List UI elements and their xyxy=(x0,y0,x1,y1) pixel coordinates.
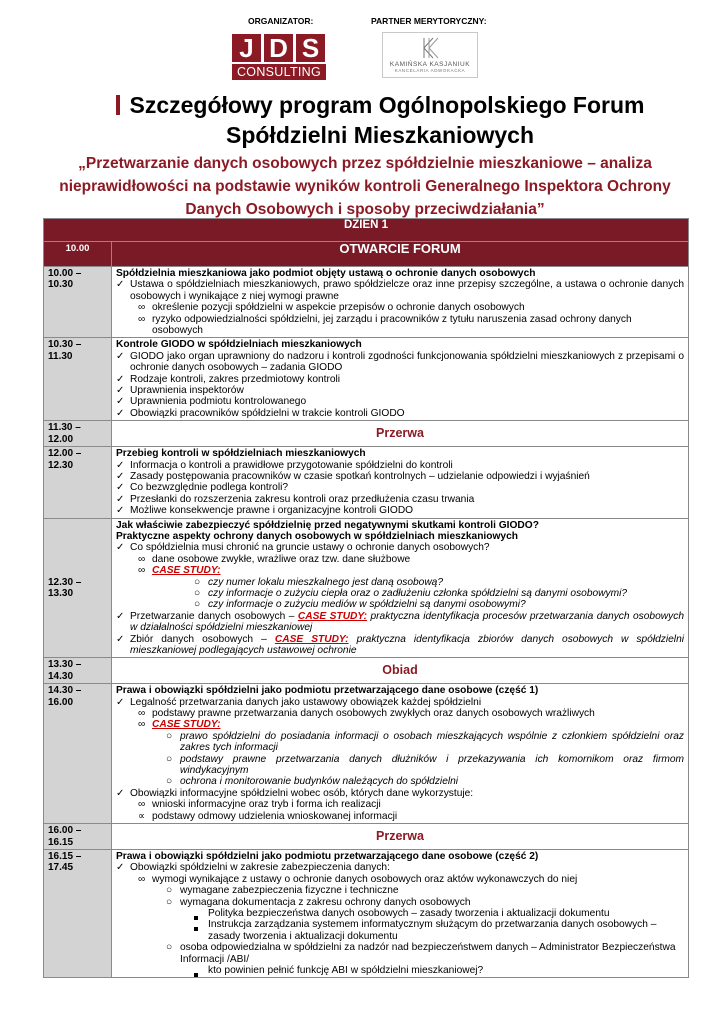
list-item xyxy=(116,599,684,610)
session-content xyxy=(112,849,689,977)
item-text: Obowiązki pracowników spółdzielni w trakcie kontroli GIODO xyxy=(130,407,405,419)
item-text: czy numer lokalu mieszkalnego jest daną osobową? xyxy=(208,576,444,588)
break-row xyxy=(44,421,689,447)
jds-letter-j: J xyxy=(232,34,261,62)
square-bullet-icon xyxy=(194,969,198,980)
session-heading: Prawa i obowiązki spółdzielni jako podmiotu przetwarzającego dane osobowe (część 2) xyxy=(116,850,539,862)
check-icon: ✓ xyxy=(116,407,125,419)
opening-time: 10.00 xyxy=(44,242,112,267)
list-item xyxy=(116,565,684,576)
check-icon: ✓ xyxy=(116,505,125,517)
session-content xyxy=(112,267,689,338)
jds-letter-s: S xyxy=(296,34,325,62)
list-item xyxy=(116,351,684,374)
list-item xyxy=(116,942,684,965)
item-text: czy informacje o zużyciu mediów w spółdzielni są danymi osobowymi? xyxy=(208,599,526,611)
check-icon: ✓ xyxy=(116,862,125,874)
check-icon: ✓ xyxy=(116,633,125,645)
item-text: podstawy prawne przetwarzania danych osobowych zwykłych oraz danych osobowych wrażliwych xyxy=(152,708,595,720)
session-time: 10.00 – 10.30 xyxy=(44,267,112,338)
check-icon: ✓ xyxy=(116,396,125,408)
item-text: Informacja o kontroli a prawidłowe przygotowanie spółdzielni do kontroli xyxy=(130,459,453,471)
list-item xyxy=(116,719,684,730)
break-label: Przerwa xyxy=(112,824,689,850)
session-heading: Prawa i obowiązki spółdzielni jako podmiotu przetwarzającego dane osobowe (część 1) xyxy=(116,685,539,697)
item-text: wymagana dokumentacja z zakresu ochrony danych osobowych xyxy=(180,896,471,908)
day-label: DZIEŃ 1 xyxy=(44,219,689,242)
infinity-bullet-icon: ∞ xyxy=(138,708,146,720)
check-icon: ✓ xyxy=(116,787,125,799)
list-item xyxy=(116,482,684,493)
session-row xyxy=(44,267,689,338)
session-time: 12.00 – 12.30 xyxy=(44,447,112,518)
list-item xyxy=(116,862,684,873)
kaminska-kasjaniuk-logo xyxy=(382,32,478,78)
item-text: podstawy odmowy udzielenia wnioskowanej informacji xyxy=(152,810,398,822)
infinity-bullet-icon: ∞ xyxy=(138,873,146,885)
item-text: Uprawnienia podmiotu kontrolowanego xyxy=(130,396,307,408)
kk-monogram-icon xyxy=(415,36,445,60)
item-text: ochrona i monitorowanie budynków należących do spółdzielni xyxy=(180,776,459,788)
list-item xyxy=(116,908,684,919)
infinity-bullet-icon: ∞ xyxy=(138,553,146,565)
break-row xyxy=(44,658,689,684)
program-table xyxy=(43,218,689,978)
list-item xyxy=(116,634,684,657)
session-content xyxy=(112,518,689,658)
session-row xyxy=(44,447,689,518)
list-item xyxy=(116,897,684,908)
item-text: Zasady postępowania pracowników w czasie spotkań kontrolnych – udzielanie odpowiedzi i wyjaśnień xyxy=(130,470,590,482)
check-icon: ✓ xyxy=(116,696,125,708)
item-text: Obowiązki spółdzielni w zakresie zabezpieczenia danych: xyxy=(130,862,390,874)
item-text: praktyczna identyfikacja zbiorów danych osobowych w spółdzielni mieszkaniowej podlegających ustawowej ochronie xyxy=(130,633,684,656)
item-text: Ustawa o spółdzielniach mieszkaniowych, prawo spółdzielcze oraz inne przepisy szczególne, a ustawa o ochronie danych osobowych i wynikające z niej wymogi prawne xyxy=(130,279,684,302)
infinity-bullet-icon: ∞ xyxy=(138,799,146,811)
circle-bullet-icon: ○ xyxy=(194,587,201,599)
session-heading: Przebieg kontroli w spółdzielniach mieszkaniowych xyxy=(116,448,366,460)
organizer-label: ORGANIZATOR: xyxy=(248,16,314,26)
list-item xyxy=(116,776,684,787)
check-icon: ✓ xyxy=(116,493,125,505)
check-icon: ✓ xyxy=(116,542,125,554)
item-text: Uprawnienia inspektorów xyxy=(130,385,244,397)
list-item xyxy=(116,471,684,482)
break-time: 11.30 – 12.00 xyxy=(44,421,112,447)
circle-bullet-icon: ○ xyxy=(166,942,173,954)
check-icon: ✓ xyxy=(116,373,125,385)
check-icon: ✓ xyxy=(116,470,125,482)
case-study-label: CASE STUDY: xyxy=(152,565,221,577)
item-text: kto powinien pełnić funkcję ABI w spółdzielni mieszkaniowej? xyxy=(208,964,484,976)
item-text: osoba odpowiedzialna w spółdzielni za nadzór nad bezpieczeństwem danych – Administrator Bezpieczeństwa Informacji /ABI/ xyxy=(180,942,676,965)
item-text: GIODO jako organ uprawniony do nadzoru i kontroli zgodności funkcjonowania spółdzielni mieszkaniowych z przepisami o ochronie danych osobowych – zadania GIODO xyxy=(130,350,684,374)
title-line-2: Spółdzielni Mieszkaniowych xyxy=(225,122,534,148)
list-item xyxy=(116,919,684,942)
check-icon: ✓ xyxy=(116,482,125,494)
list-item xyxy=(116,408,684,419)
partner-label: PARTNER MERYTORYCZNY: xyxy=(371,16,487,26)
item-text: Legalność przetwarzania danych jako ustawowy obowiązek każdej spółdzielni xyxy=(130,696,482,708)
jds-consulting-text: CONSULTING xyxy=(232,64,326,80)
title-line-1: Szczegółowy program Ogólnopolskiego Forum xyxy=(129,92,645,118)
infinity-bullet-icon: ∞ xyxy=(138,302,146,314)
item-text: wnioski informacyjne oraz tryb i forma ich realizacji xyxy=(152,799,381,811)
list-item xyxy=(116,611,684,634)
list-item xyxy=(116,799,684,810)
session-time: 16.15 – 17.45 xyxy=(44,849,112,977)
list-item xyxy=(116,754,684,777)
item-text: Co bezwzględnie podlega kontroli? xyxy=(130,482,289,494)
jds-consulting-logo xyxy=(232,34,326,80)
list-item xyxy=(116,314,684,337)
session-time: 10.30 – 11.30 xyxy=(44,338,112,421)
check-icon: ✓ xyxy=(116,385,125,397)
session-time: 12.30 – 13.30 xyxy=(44,518,112,658)
item-text: podstawy prawne przetwarzania danych dłużników i przekazywania ich komornikom oraz firmom windykacyjnym xyxy=(180,753,684,777)
list-item xyxy=(116,697,684,708)
item-text: Przesłanki do rozszerzenia zakresu kontroli oraz przedłużenia czasu trwania xyxy=(130,493,475,505)
list-item xyxy=(116,542,684,553)
list-item xyxy=(116,788,684,799)
session-content xyxy=(112,684,689,824)
subtitle: „Przetwarzanie danych osobowych przez spółdzielnie mieszkaniowe – analiza nieprawidłowości na podstawie wyników kontroli Generalnego Inspektora Ochrony Danych Osobowych i sposoby przeciwdziałania” xyxy=(59,155,671,218)
session-heading: Spółdzielnia mieszkaniowa jako podmiot objęty ustawą o ochronie danych osobowych xyxy=(116,268,536,279)
list-item xyxy=(116,396,684,407)
list-item xyxy=(116,505,684,516)
check-icon: ✓ xyxy=(116,279,125,291)
item-text: Instrukcja zarządzania systemem informatycznym służącym do przetwarzania danych osobowych – zasady tworzenia i aktualizacji dokumentu xyxy=(208,919,657,942)
check-icon: ✓ xyxy=(116,350,125,362)
item-text: wymagane zabezpieczenia fizyczne i techniczne xyxy=(180,885,399,897)
check-icon: ✓ xyxy=(116,610,125,622)
item-text: prawo spółdzielni do posiadania informacji o osobach mieszkających wspólnie z członkiem spółdzielni oraz zakres tych informacji xyxy=(180,730,684,754)
case-study-label: CASE STUDY: xyxy=(274,633,349,645)
kk-sub: KANCELARIA ADWOKACKA xyxy=(394,68,466,73)
item-text: Obowiązki informacyjne spółdzielni wobec osób, których dane wykorzystuje: xyxy=(130,787,474,799)
circle-bullet-icon: ○ xyxy=(166,730,173,742)
session-heading: Kontrole GIODO w spółdzielniach mieszkaniowych xyxy=(116,339,362,351)
item-text: określenie pozycji spółdzielni w aspekcie przepisów o ochronie danych osobowych xyxy=(152,302,525,314)
opening-label: OTWARCIE FORUM xyxy=(112,242,689,267)
list-item xyxy=(116,885,684,896)
list-item xyxy=(116,577,684,588)
day-header-row xyxy=(44,219,689,242)
item-text: Możliwe konsekwencje prawne i organizacyjne kontroli GIODO xyxy=(130,505,414,517)
circle-bullet-icon: ○ xyxy=(194,576,201,588)
item-text: Co spółdzielnia musi chronić na gruncie ustawy o ochronie danych osobowych? xyxy=(130,542,490,554)
item-text: Rodzaje kontroli, zakres przedmiotowy kontroli xyxy=(130,373,341,385)
session-time: 14.30 – 16.00 xyxy=(44,684,112,824)
list-item xyxy=(116,708,684,719)
check-icon: ✓ xyxy=(116,459,125,471)
list-item xyxy=(116,385,684,396)
infinity-bullet-icon: ∞ xyxy=(138,565,146,577)
session-heading: Jak właściwie zabezpieczyć spółdzielnię przed negatywnymi skutkami kontroli GIODO? xyxy=(116,519,539,531)
title-marker xyxy=(116,95,120,115)
page-title xyxy=(60,90,700,150)
list-item xyxy=(116,874,684,885)
list-item xyxy=(116,279,684,302)
square-bullet-icon xyxy=(194,923,198,934)
jds-letter-d: D xyxy=(264,34,293,62)
session-subheading: Praktyczne aspekty ochrony danych osobowych w spółdzielniach mieszkaniowych xyxy=(116,530,518,542)
list-item xyxy=(116,731,684,754)
item-text: wymogi wynikające z ustawy o ochronie danych osobowych oraz aktów wykonawczych do niej xyxy=(152,873,578,885)
break-label: Przerwa xyxy=(112,421,689,447)
infinity-bullet-icon: ∞ xyxy=(138,719,146,731)
break-time: 16.00 – 16.15 xyxy=(44,824,112,850)
infinity-bullet-icon: ∞ xyxy=(138,313,146,325)
session-row xyxy=(44,518,689,658)
item-text: praktyczna identyfikacja procesów przetwarzania danych osobowych w działalności spółdzielni mieszkaniowej xyxy=(130,610,684,634)
list-item xyxy=(116,965,684,976)
list-item xyxy=(116,374,684,385)
kk-name: KAMIŃSKA KASJANIUK xyxy=(389,61,471,68)
session-content xyxy=(112,338,689,421)
session-row xyxy=(44,684,689,824)
break-row xyxy=(44,824,689,850)
session-content xyxy=(112,447,689,518)
list-item xyxy=(116,302,684,313)
item-text: ryzyko odpowiedzialności spółdzielni, jej zarządu i pracowników z tytułu naruszenia zasad ochrony danych osobowych xyxy=(152,313,632,337)
item-text: czy informacje o zużyciu ciepła oraz o zadłużeniu członka spółdzielni są danymi osobowymi? xyxy=(208,587,628,599)
break-time: 13.30 – 14.30 xyxy=(44,658,112,684)
item-text: Zbiór danych osobowych – xyxy=(130,633,267,645)
circle-bullet-icon: ○ xyxy=(166,753,173,765)
circle-bullet-icon: ○ xyxy=(194,599,201,611)
case-study-label: CASE STUDY: xyxy=(297,610,368,622)
circle-bullet-icon: ○ xyxy=(166,885,173,897)
session-row xyxy=(44,338,689,421)
circle-bullet-icon: ○ xyxy=(166,896,173,908)
circle-bullet-icon: ○ xyxy=(166,776,173,788)
item-text: Polityka bezpieczeństwa danych osobowych – zasady tworzenia i aktualizacji dokumentu xyxy=(208,907,610,919)
list-item xyxy=(116,588,684,599)
infinity-bullet-icon: ∝ xyxy=(138,810,146,822)
item-text: Przetwarzanie danych osobowych – xyxy=(130,610,295,622)
list-item xyxy=(116,460,684,471)
list-item xyxy=(116,554,684,565)
case-study-label: CASE STUDY: xyxy=(152,719,221,731)
item-text: dane osobowe zwykłe, wrażliwe oraz tzw. dane służbowe xyxy=(152,553,411,565)
session-row xyxy=(44,849,689,977)
break-label: Obiad xyxy=(112,658,689,684)
list-item xyxy=(116,494,684,505)
list-item xyxy=(116,811,684,822)
opening-row xyxy=(44,242,689,267)
